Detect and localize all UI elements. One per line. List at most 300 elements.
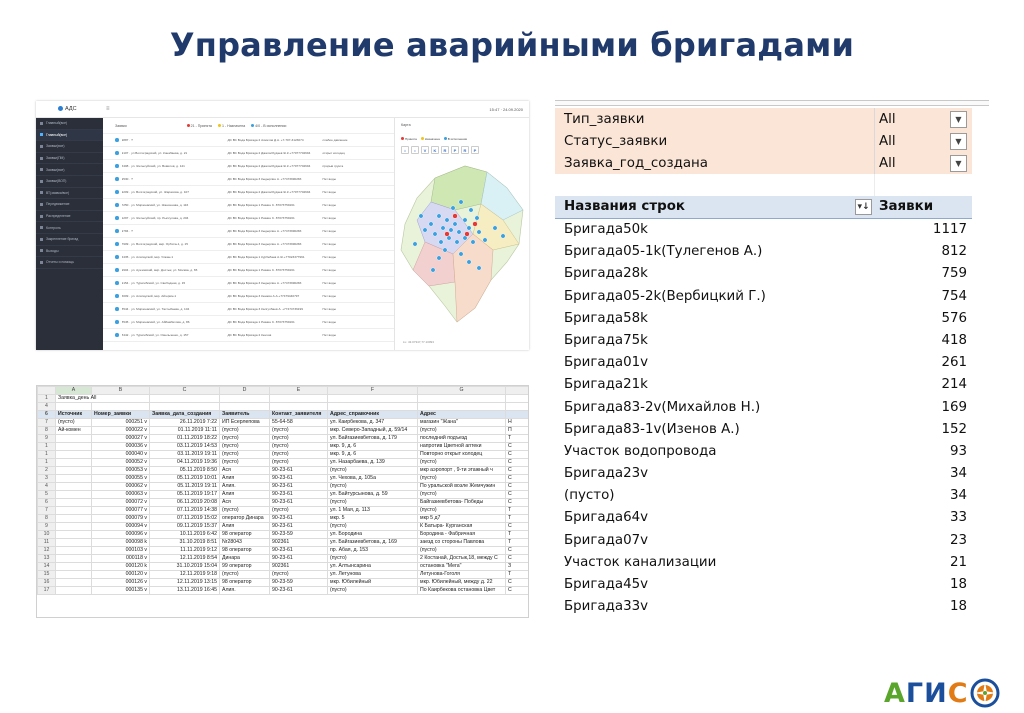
table-cell[interactable]: ул. Бородина [328, 531, 418, 539]
table-cell[interactable]: 90-23-61 [270, 523, 328, 531]
map-tool-button[interactable]: K [431, 146, 439, 154]
table-cell[interactable]: З [506, 563, 530, 571]
table-cell[interactable] [56, 451, 92, 459]
table-cell[interactable]: Алия. [220, 483, 270, 491]
table-cell[interactable]: 000103 v [92, 547, 150, 555]
pivot-row[interactable] [555, 220, 972, 242]
sidebar-item[interactable] [36, 141, 103, 153]
list-item[interactable] [103, 303, 394, 316]
row-number[interactable]: 5 [38, 491, 56, 499]
table-cell[interactable]: Ася [220, 467, 270, 475]
table-cell[interactable]: 000120 v [92, 571, 150, 579]
column-header[interactable]: D [220, 387, 270, 395]
map-tool-button[interactable]: P [451, 146, 459, 154]
table-cell[interactable] [56, 579, 92, 587]
table-cell[interactable]: (пусто) [220, 427, 270, 435]
table-cell[interactable]: 01.11.2019 18:22 [150, 435, 220, 443]
city-map[interactable] [395, 158, 529, 328]
table-cell[interactable] [56, 571, 92, 579]
table-cell[interactable]: 000052 v [92, 459, 150, 467]
table-cell[interactable]: 06.11.2019 20:08 [150, 499, 220, 507]
table-cell[interactable]: (пусто) [418, 507, 506, 515]
request-count: 169 [941, 399, 967, 415]
table-cell[interactable] [56, 507, 92, 515]
table-cell[interactable]: Т [506, 571, 530, 579]
table-cell[interactable]: 05.11.2019 19:17 [150, 491, 220, 499]
pivot-row[interactable] [555, 597, 972, 616]
table-cell[interactable]: 12.11.2019 8:54 [150, 555, 220, 563]
table-cell[interactable]: 90-23-61 [270, 475, 328, 483]
pivot-row[interactable] [555, 531, 972, 553]
table-cell[interactable]: мкр. 9, д. 6 [328, 451, 418, 459]
table-cell[interactable]: 01.11.2019 11:11 [150, 427, 220, 435]
row-number[interactable]: 1 [38, 459, 56, 467]
empty-cell[interactable] [418, 403, 506, 411]
table-cell[interactable]: 000098 k [92, 539, 150, 547]
empty-cell[interactable] [328, 403, 418, 411]
table-cell[interactable]: 99 оператор [220, 563, 270, 571]
table-cell[interactable]: (пусто) [220, 443, 270, 451]
table-cell[interactable]: Летунова-Гоголя [418, 571, 506, 579]
table-cell[interactable]: 000079 v [92, 515, 150, 523]
table-cell[interactable]: 05.11.2019 10:01 [150, 475, 220, 483]
sidebar-item[interactable] [36, 153, 103, 165]
table-cell[interactable]: мкр 5 д7 [418, 515, 506, 523]
row-number[interactable]: 6 [38, 411, 56, 419]
pivot-row[interactable] [555, 375, 972, 397]
list-item[interactable] [103, 160, 394, 173]
row-number[interactable]: 3 [38, 475, 56, 483]
empty-cell[interactable] [270, 395, 328, 403]
table-cell[interactable]: (пусто) [418, 459, 506, 467]
app-logo[interactable] [58, 106, 77, 112]
pivot-row[interactable] [555, 442, 972, 464]
table-cell[interactable]: 000096 v [92, 531, 150, 539]
page-filter[interactable]: Заявка_день All [56, 395, 150, 403]
table-cell[interactable]: 90-23-59 [270, 579, 328, 587]
table-cell[interactable]: 98 оператор [220, 579, 270, 587]
table-cell[interactable]: Ай-комен [56, 427, 92, 435]
table-cell[interactable]: 90-23-61 [270, 515, 328, 523]
table-cell[interactable]: ИП Есерлепова [220, 419, 270, 427]
table-cell[interactable]: С [506, 491, 530, 499]
table-cell[interactable]: оператор Динара [220, 515, 270, 523]
row-number[interactable]: 1 [38, 395, 56, 403]
table-cell[interactable]: Алия [220, 523, 270, 531]
list-item[interactable] [103, 264, 394, 277]
table-cell[interactable]: Бородина - Фабричная [418, 531, 506, 539]
empty-cell[interactable] [220, 403, 270, 411]
field-header[interactable]: Номер_заявки [92, 411, 150, 419]
empty-cell[interactable] [506, 403, 530, 411]
sidebar-item-label: Распределение [46, 214, 71, 219]
row-number[interactable]: 15 [38, 571, 56, 579]
table-cell[interactable]: 03.11.2019 19:11 [150, 451, 220, 459]
table-cell[interactable]: 000055 v [92, 475, 150, 483]
list-item[interactable] [103, 134, 394, 147]
table-cell[interactable]: По Каирбекова остановка Цвет [418, 587, 506, 595]
list-item[interactable] [103, 329, 394, 342]
table-cell[interactable] [56, 467, 92, 475]
table-cell[interactable]: По уральской возле Жемчужин [418, 483, 506, 491]
row-number[interactable]: 1 [38, 451, 56, 459]
row-number[interactable]: 1 [38, 443, 56, 451]
sidebar-item[interactable] [36, 164, 103, 176]
list-item[interactable] [103, 186, 394, 199]
table-cell[interactable]: 902361 [270, 539, 328, 547]
table-cell[interactable]: Байгазиевбетова- Победы [418, 499, 506, 507]
table-cell[interactable]: 000040 v [92, 451, 150, 459]
table-cell[interactable]: Т [506, 507, 530, 515]
table-cell[interactable]: Т [506, 539, 530, 547]
sidebar-item[interactable] [36, 188, 103, 200]
table-cell[interactable]: 90-23-61 [270, 587, 328, 595]
empty-cell[interactable] [92, 403, 150, 411]
table-cell[interactable]: 31.10.2019 8:51 [150, 539, 220, 547]
table-cell[interactable]: 12.11.2019 13:15 [150, 579, 220, 587]
table-cell[interactable]: (пусто) [270, 443, 328, 451]
table-cell[interactable]: 000063 v [92, 491, 150, 499]
sidebar-item[interactable] [36, 234, 103, 246]
table-cell[interactable]: мкр. 5 [328, 515, 418, 523]
list-item[interactable] [103, 238, 394, 251]
table-cell[interactable]: (пусто) [418, 475, 506, 483]
table-cell[interactable]: 000094 v [92, 523, 150, 531]
sidebar-item[interactable] [36, 246, 103, 258]
table-cell[interactable]: 55-64-58 [270, 419, 328, 427]
row-number[interactable]: 2 [38, 467, 56, 475]
row-number[interactable]: 8 [38, 427, 56, 435]
table-cell[interactable]: 05.11.2019 8:50 [150, 467, 220, 475]
table-cell[interactable]: (пусто) [328, 555, 418, 563]
column-header[interactable]: E [270, 387, 328, 395]
empty-cell[interactable] [270, 403, 328, 411]
list-item[interactable] [103, 173, 394, 186]
filter-dropdown-icon[interactable]: ▼ [950, 155, 967, 172]
pivot-row[interactable] [555, 331, 972, 353]
table-cell[interactable]: (пусто) [418, 427, 506, 435]
table-cell[interactable]: 90-23-59 [270, 531, 328, 539]
field-header[interactable] [506, 411, 530, 419]
pivot-row[interactable] [555, 398, 972, 420]
table-cell[interactable]: 000027 v [92, 435, 150, 443]
table-cell[interactable]: ул. Байгазиевбетова, д. 179 [328, 435, 418, 443]
table-cell[interactable] [56, 475, 92, 483]
table-cell[interactable]: 03.11.2019 14:53 [150, 443, 220, 451]
empty-cell[interactable] [56, 403, 92, 411]
table-cell[interactable]: (пусто) [56, 419, 92, 427]
filter-dropdown-icon[interactable]: ▼ [950, 133, 967, 150]
table-cell[interactable]: пр. Абая, д. 153 [328, 547, 418, 555]
table-cell[interactable]: С [506, 451, 530, 459]
table-cell[interactable]: 07.11.2019 14:38 [150, 507, 220, 515]
table-cell[interactable]: ул. 1 Мая, д. 113 [328, 507, 418, 515]
pin-icon[interactable]: • [411, 146, 419, 154]
table-cell[interactable]: Nr28043 [220, 539, 270, 547]
table-cell[interactable] [56, 459, 92, 467]
table-cell[interactable]: 12.11.2019 9:18 [150, 571, 220, 579]
sidebar-item[interactable] [36, 211, 103, 223]
pivot-row[interactable] [555, 353, 972, 375]
table-cell[interactable] [56, 555, 92, 563]
list-item[interactable] [103, 290, 394, 303]
sidebar-item[interactable] [36, 199, 103, 211]
pivot-row[interactable] [555, 309, 972, 331]
table-cell[interactable] [56, 587, 92, 595]
list-item[interactable] [103, 212, 394, 225]
row-number[interactable]: 12 [38, 547, 56, 555]
table-cell[interactable] [56, 491, 92, 499]
table-cell[interactable]: (пусто) [270, 451, 328, 459]
table-cell[interactable]: 90-23-61 [270, 491, 328, 499]
table-cell[interactable] [56, 523, 92, 531]
table-cell[interactable]: С [506, 555, 530, 563]
row-number[interactable]: 11 [38, 539, 56, 547]
table-cell[interactable]: (пусто) [270, 435, 328, 443]
table-cell[interactable] [56, 435, 92, 443]
table-cell[interactable]: Алия [220, 491, 270, 499]
table-cell[interactable]: ул. Каирбекова, д. 347 [328, 419, 418, 427]
row-number[interactable]: 9 [38, 523, 56, 531]
map-tool-button[interactable]: R [441, 146, 449, 154]
sort-filter-icon[interactable]: ▾↓ [855, 199, 872, 215]
table-cell[interactable] [56, 483, 92, 491]
filter-dropdown-icon[interactable]: ▼ [950, 111, 967, 128]
table-cell[interactable]: мкр. Юбилейный, между д. 22 [418, 579, 506, 587]
sidebar-item[interactable] [36, 176, 103, 188]
table-cell[interactable]: ул. Байгазиевбетова, д. 169 [328, 539, 418, 547]
pivot-row[interactable] [555, 575, 972, 597]
table-cell[interactable]: магазин "Жана" [418, 419, 506, 427]
table-cell[interactable]: (пусто) [418, 491, 506, 499]
field-header[interactable]: Заявка_дата_создания [150, 411, 220, 419]
table-cell[interactable]: Алия [220, 475, 270, 483]
table-cell[interactable] [56, 531, 92, 539]
table-cell[interactable]: (пусто) [270, 427, 328, 435]
pivot-row[interactable] [555, 553, 972, 575]
table-cell[interactable]: 902361 [270, 563, 328, 571]
table-cell[interactable]: С [506, 499, 530, 507]
table-cell[interactable]: (пусто) [220, 435, 270, 443]
sidebar-item[interactable] [36, 257, 103, 269]
table-cell[interactable]: 04.11.2019 19:36 [150, 459, 220, 467]
table-cell[interactable]: 26.11.2019 7:22 [150, 419, 220, 427]
table-cell[interactable]: С [506, 547, 530, 555]
list-item[interactable] [103, 225, 394, 238]
table-cell[interactable]: Динара [220, 555, 270, 563]
table-cell[interactable]: 05.11.2019 19:11 [150, 483, 220, 491]
table-cell[interactable]: С [506, 475, 530, 483]
table-cell[interactable]: 90-23-61 [270, 499, 328, 507]
row-number[interactable]: 16 [38, 579, 56, 587]
pivot-row[interactable] [555, 420, 972, 442]
table-cell[interactable]: (пусто) [328, 587, 418, 595]
table-cell[interactable]: 09.11.2019 15:37 [150, 523, 220, 531]
table-cell[interactable]: 000036 v [92, 443, 150, 451]
sidebar-item[interactable] [36, 130, 103, 142]
pivot-row[interactable] [555, 287, 972, 309]
table-cell[interactable]: С [506, 523, 530, 531]
table-cell[interactable]: мкр аэропорт , 9-ти этажный ч [418, 467, 506, 475]
table-cell[interactable]: Повторно открыт колодец [418, 451, 506, 459]
table-cell[interactable]: 000077 v [92, 507, 150, 515]
table-cell[interactable]: заезд со стороны Павлова [418, 539, 506, 547]
empty-cell[interactable] [418, 395, 506, 403]
table-cell[interactable]: Ася [220, 499, 270, 507]
table-cell[interactable] [56, 515, 92, 523]
table-cell[interactable]: ул. Алтынсарина [328, 563, 418, 571]
table-cell[interactable]: 90-23-61 [270, 467, 328, 475]
table-cell[interactable] [56, 499, 92, 507]
field-header[interactable]: Адрес [418, 411, 506, 419]
table-cell[interactable]: 000120 k [92, 563, 150, 571]
empty-cell[interactable] [506, 395, 530, 403]
table-cell[interactable]: (пусто) [220, 507, 270, 515]
table-cell[interactable] [56, 563, 92, 571]
table-cell[interactable]: П [506, 427, 530, 435]
list-item[interactable] [103, 199, 394, 212]
table-cell[interactable]: 90-23-61 [270, 483, 328, 491]
table-cell[interactable]: С [506, 443, 530, 451]
table-cell[interactable] [56, 539, 92, 547]
table-cell[interactable] [56, 443, 92, 451]
map-tool-button[interactable]: P [471, 146, 479, 154]
empty-cell[interactable] [150, 403, 220, 411]
table-cell[interactable]: напротив Цветной аптеки [418, 443, 506, 451]
row-number[interactable]: 9 [38, 435, 56, 443]
table-cell[interactable]: ул. Назарбаева, д. 139 [328, 459, 418, 467]
table-cell[interactable]: (пусто) [270, 507, 328, 515]
row-number[interactable]: 17 [38, 587, 56, 595]
table-cell[interactable]: 2 Костанай, Достык,18, между С [418, 555, 506, 563]
column-header[interactable] [506, 387, 530, 395]
empty-cell[interactable] [150, 395, 220, 403]
row-number[interactable]: 7 [38, 507, 56, 515]
table-cell[interactable]: 000118 v [92, 555, 150, 563]
column-header[interactable]: G [418, 387, 506, 395]
pivot-row[interactable] [555, 242, 972, 264]
empty-cell[interactable] [220, 395, 270, 403]
pivot-row[interactable] [555, 486, 972, 508]
table-cell[interactable]: (пусто) [220, 459, 270, 467]
table-cell[interactable]: 000053 v [92, 467, 150, 475]
field-header[interactable]: Источник [56, 411, 92, 419]
table-cell[interactable]: ул. Байтурсынова, д. 59 [328, 491, 418, 499]
row-number[interactable]: 14 [38, 563, 56, 571]
list-item[interactable] [103, 316, 394, 329]
table-cell[interactable]: С [506, 587, 530, 595]
table-cell[interactable]: Т [506, 515, 530, 523]
pivot-row[interactable] [555, 508, 972, 530]
row-number[interactable]: 8 [38, 515, 56, 523]
table-cell[interactable]: мкр. 9, д. 6 [328, 443, 418, 451]
status-dot-icon [115, 268, 119, 272]
table-cell[interactable]: мкр. Юбилейный [328, 579, 418, 587]
table-cell[interactable]: последний подъезд [418, 435, 506, 443]
table-cell[interactable]: 98 оператор [220, 531, 270, 539]
empty-cell[interactable] [328, 395, 418, 403]
table-cell[interactable]: (пусто) [328, 467, 418, 475]
table-cell[interactable]: Алия. [220, 587, 270, 595]
table-cell[interactable]: Т [506, 531, 530, 539]
table-cell[interactable]: 000062 v [92, 483, 150, 491]
table-cell[interactable]: (пусто) [328, 523, 418, 531]
table-cell[interactable]: 000135 v [92, 587, 150, 595]
table-cell[interactable]: (пусто) [328, 499, 418, 507]
table-cell[interactable]: Н [506, 419, 530, 427]
column-header[interactable]: B [92, 387, 150, 395]
table-cell[interactable]: С [506, 467, 530, 475]
table-cell[interactable]: 13.11.2019 16:45 [150, 587, 220, 595]
row-number[interactable]: 10 [38, 531, 56, 539]
column-header[interactable]: C [150, 387, 220, 395]
sidebar-item[interactable] [36, 222, 103, 234]
table-cell[interactable]: (пусто) [328, 483, 418, 491]
list-item[interactable] [103, 277, 394, 290]
table-cell[interactable]: (пусто) [220, 451, 270, 459]
field-header[interactable]: Адрес_справочник [328, 411, 418, 419]
request-brigade: ДС ВС Вода Бригада 3 Кенжин А.А.+77479440797 [227, 294, 300, 298]
home-icon[interactable]: ⌂ [401, 146, 409, 154]
column-header[interactable]: F [328, 387, 418, 395]
field-header[interactable]: Контакт_заявителя [270, 411, 328, 419]
table-cell[interactable]: остановка "Мега" [418, 563, 506, 571]
table-cell[interactable]: мкр. Северо-Западный, д. 59/14 [328, 427, 418, 435]
table-cell[interactable]: 000126 v [92, 579, 150, 587]
table-cell[interactable]: (пусто) [270, 459, 328, 467]
table-cell[interactable]: 000072 v [92, 499, 150, 507]
row-number[interactable]: 6 [38, 499, 56, 507]
table-cell[interactable]: С [506, 483, 530, 491]
row-number[interactable]: 4 [38, 483, 56, 491]
table-cell[interactable]: 90-23-61 [270, 555, 328, 563]
table-cell[interactable]: (пусто) [418, 547, 506, 555]
table-cell[interactable]: (пусто) [270, 571, 328, 579]
column-header[interactable] [38, 387, 56, 395]
menu-icon[interactable]: ≡ [106, 106, 110, 112]
table-cell[interactable]: 11.11.2019 9:12 [150, 547, 220, 555]
row-number[interactable]: 4 [38, 403, 56, 411]
column-header[interactable]: A [56, 387, 92, 395]
list-item[interactable] [103, 251, 394, 264]
table-cell[interactable]: 07.11.2019 15:02 [150, 515, 220, 523]
field-header[interactable]: Заявитель [220, 411, 270, 419]
map-tool-button[interactable]: V [421, 146, 429, 154]
list-item[interactable] [103, 147, 394, 160]
row-number[interactable]: 7 [38, 419, 56, 427]
table-cell[interactable]: С [506, 459, 530, 467]
table-cell[interactable]: К Батыра- Курганская [418, 523, 506, 531]
table-cell[interactable]: 90-23-61 [270, 547, 328, 555]
table-cell[interactable]: 000022 v [92, 427, 150, 435]
table-cell[interactable]: Т [506, 435, 530, 443]
table-cell[interactable]: 31.10.2019 15:04 [150, 563, 220, 571]
table-cell[interactable]: 10.11.2019 6:42 [150, 531, 220, 539]
table-cell[interactable]: ул. Чехова, д. 105а [328, 475, 418, 483]
row-number[interactable]: 13 [38, 555, 56, 563]
table-cell[interactable]: ул. Летунова [328, 571, 418, 579]
table-cell[interactable]: 000251 v [92, 419, 150, 427]
table-cell[interactable] [56, 547, 92, 555]
map-tool-button[interactable]: R [461, 146, 469, 154]
sidebar-item[interactable] [36, 118, 103, 130]
table-cell[interactable]: 98 оператор [220, 547, 270, 555]
table-cell[interactable]: (пусто) [220, 571, 270, 579]
table-cell[interactable]: С [506, 579, 530, 587]
pivot-row[interactable] [555, 264, 972, 286]
legend-label: 4/0 - В исполнении [255, 123, 287, 128]
pivot-row[interactable] [555, 464, 972, 486]
